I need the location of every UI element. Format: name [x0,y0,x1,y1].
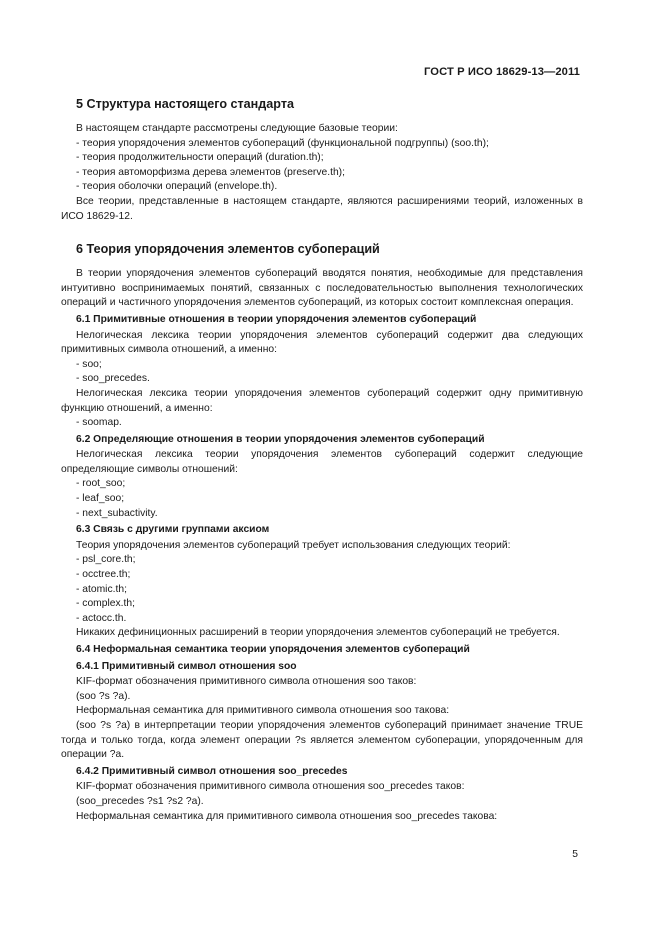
section-5-list [61,137,583,195]
section-5-title: 5 Структура настоящего стандарта [76,97,294,111]
section-6-1-p2: Нелогическая лексика теории упорядочения элементов субопераций содержит одну примитивную функцию отношений, а именно: [61,387,583,414]
list-item: - soo_precedes. [76,373,150,385]
page-number: 5 [572,849,578,860]
list-item: - actocc.th. [76,612,127,624]
list-item: - теория упорядочения элементов субопераций (функциональной подгруппы) (soo.th); [76,137,489,149]
section-6-4-2-p3: Неформальная семантика для примитивного символа отношения soo_precedes такова: [76,810,498,822]
list-item: - atomic.th; [76,583,127,595]
list-item: - psl_core.th; [76,554,136,566]
section-6-2-p1: Нелогическая лексика теории упорядочения элементов субопераций содержит следующие определяющие символы отношений: [61,449,583,475]
section-5-closing: Все теории, представленные в настоящем стандарте, являются расширениями теорий, изложенных в ИСО 18629-12. [61,195,583,222]
standard-header: ГОСТ Р ИСО 18629-13—2011 [424,66,580,78]
list-item: - теория автоморфизма дерева элементов (preserve.th); [76,166,345,178]
list-item: - теория продолжительности операций (duration.th); [76,152,324,164]
list-item: - soomap. [76,417,122,429]
section-6-4-2-p1: KIF-формат обозначения примитивного символа отношения soo_precedes таков: [76,781,465,793]
section-6-4-1-title: 6.4.1 Примитивный символ отношения soo [76,660,297,672]
section-6-4-1-p2: (soo ?s ?a). [76,690,131,702]
section-6-4-1-p1: KIF-формат обозначения примитивного символа отношения soo таков: [76,676,417,688]
section-6-4-2-title: 6.4.2 Примитивный символ отношения soo_precedes [76,765,348,777]
list-item: - occtree.th; [76,569,131,581]
section-6-4-2-p2: (soo_precedes ?s1 ?s2 ?a). [76,795,204,807]
page-content [61,96,583,824]
section-6-4-title: 6.4 Неформальная семантика теории упорядочения элементов субопераций [76,644,470,655]
section-6-2-title: 6.2 Определяющие отношения в теории упорядочения элементов субопераций [76,433,485,445]
list-item: - next_subactivity. [76,507,158,519]
list-item: - root_soo; [76,478,126,490]
section-6-3-p2: Никаких дефиниционных расширений в теории упорядочения элементов субопераций не требуется. [76,627,560,639]
section-6-3-title: 6.3 Связь с другими группами аксиом [76,524,270,536]
section-6-title: 6 Теория упорядочения элементов субопераций [76,242,380,257]
section-6-1-title: 6.1 Примитивные отношения в теории упорядочения элементов субопераций [76,313,477,325]
section-6-3-p1: Теория упорядочения элементов субопераций требует использования следующих теорий: [76,539,511,551]
list-item: - complex.th; [76,598,135,610]
list-item: - теория оболочки операций (envelope.th). [76,181,278,193]
list-item: - leaf_soo; [76,493,125,505]
section-6-4-1-p3: Неформальная семантика для примитивного символа отношения soo такова: [76,705,450,717]
section-5-intro: В настоящем стандарте рассмотрены следующие базовые теории: [76,123,398,134]
section-6-4-1-p4: (soo ?s ?a) в интерпретации теории упорядочения элементов субопераций принимает значение TRUE тогда и только тогда, когда элемент операции ?s является элементом субоперации, упорядоченным для операции ?a. [61,719,583,761]
section-6-intro: В теории упорядочения элементов субопераций вводятся понятия, необходимые для представления интуитивно воспринимаемых понятий, связанных с последовательностью выполнения технологических операций и частичного упорядочения элементов субопераций, из которых состоит комплексная операция. [61,268,583,309]
list-item: - soo; [76,358,102,370]
section-6-1-p1: Нелогическая лексика теории упорядочения элементов субопераций содержит два следующих примитивных символа отношений, а именно: [61,329,583,356]
